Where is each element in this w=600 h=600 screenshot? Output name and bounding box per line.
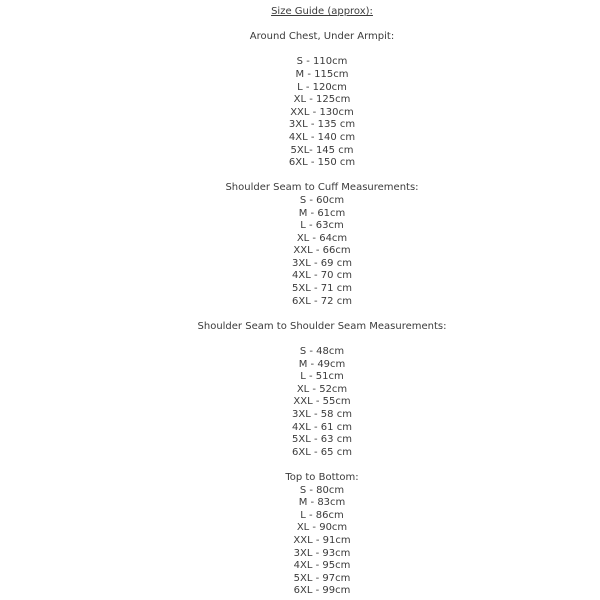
size-row: 4XL - 140 cm xyxy=(288,131,356,143)
size-row: XL - 90cm xyxy=(296,522,348,534)
size-row: 5XL - 71 cm xyxy=(292,283,352,295)
size-row: L - 86cm xyxy=(300,509,344,521)
section-heading-top-to-bottom: Top to Bottom: xyxy=(285,471,359,483)
section-heading-around-chest: Around Chest, Under Armpit: xyxy=(249,31,395,43)
size-row: M - 83cm xyxy=(298,497,346,509)
size-row: 6XL - 99cm xyxy=(293,585,351,597)
spacer xyxy=(44,459,600,472)
size-guide-document xyxy=(44,0,600,598)
section-shoulder-to-cuff xyxy=(44,182,600,308)
size-row: 3XL - 93cm xyxy=(293,547,351,559)
size-row: 4XL - 61 cm xyxy=(292,421,352,433)
size-row: 6XL - 65 cm xyxy=(292,446,352,458)
spacer xyxy=(44,44,600,57)
spacer xyxy=(44,170,600,183)
section-shoulder-to-shoulder xyxy=(44,321,600,460)
section-heading-shoulder-to-cuff: Shoulder Seam to Cuff Measurements: xyxy=(225,182,419,194)
size-row: M - 49cm xyxy=(298,358,346,370)
size-row: 4XL - 95cm xyxy=(293,560,351,572)
size-row: S - 48cm xyxy=(299,346,345,358)
size-row: XXL - 130cm xyxy=(290,106,354,118)
size-row: L - 51cm xyxy=(300,371,344,383)
size-row: 3XL - 69 cm xyxy=(292,257,352,269)
size-list-around-chest xyxy=(44,56,600,169)
size-row: 5XL - 97cm xyxy=(293,572,351,584)
size-row: 6XL - 150 cm xyxy=(288,157,356,169)
size-row: 6XL - 72 cm xyxy=(292,295,352,307)
section-around-chest xyxy=(44,31,600,170)
size-row: XL - 64cm xyxy=(296,232,348,244)
size-row: XXL - 66cm xyxy=(293,245,351,257)
size-row: 3XL - 58 cm xyxy=(292,409,352,420)
size-row: L - 120cm xyxy=(297,81,347,93)
size-row: S - 110cm xyxy=(296,56,348,68)
size-row: M - 61cm xyxy=(298,207,346,219)
size-list-shoulder-to-shoulder xyxy=(44,346,600,459)
section-top-to-bottom xyxy=(44,472,600,598)
size-row: XL - 52cm xyxy=(296,383,348,395)
size-row: XXL - 55cm xyxy=(293,396,351,408)
size-list-shoulder-to-cuff xyxy=(44,195,600,308)
spacer xyxy=(44,308,600,321)
size-row: L - 63cm xyxy=(300,220,344,232)
spacer xyxy=(44,19,600,32)
size-row: S - 60cm xyxy=(299,194,345,206)
size-row: M - 115cm xyxy=(295,68,349,80)
size-row: XXL - 91cm xyxy=(293,534,351,546)
size-row: S - 80cm xyxy=(299,484,345,496)
size-row: 3XL - 135 cm xyxy=(288,119,356,131)
section-heading-shoulder-to-shoulder: Shoulder Seam to Shoulder Seam Measurements: xyxy=(197,320,447,332)
spacer xyxy=(44,333,600,346)
size-row: 4XL - 70 cm xyxy=(292,270,352,282)
size-row: XL - 125cm xyxy=(293,94,351,106)
size-list-top-to-bottom xyxy=(44,485,600,598)
size-row: 5XL - 63 cm xyxy=(292,434,352,446)
size-row: 5XL- 145 cm xyxy=(290,144,354,156)
size-guide-title: Size Guide (approx): xyxy=(271,6,373,17)
